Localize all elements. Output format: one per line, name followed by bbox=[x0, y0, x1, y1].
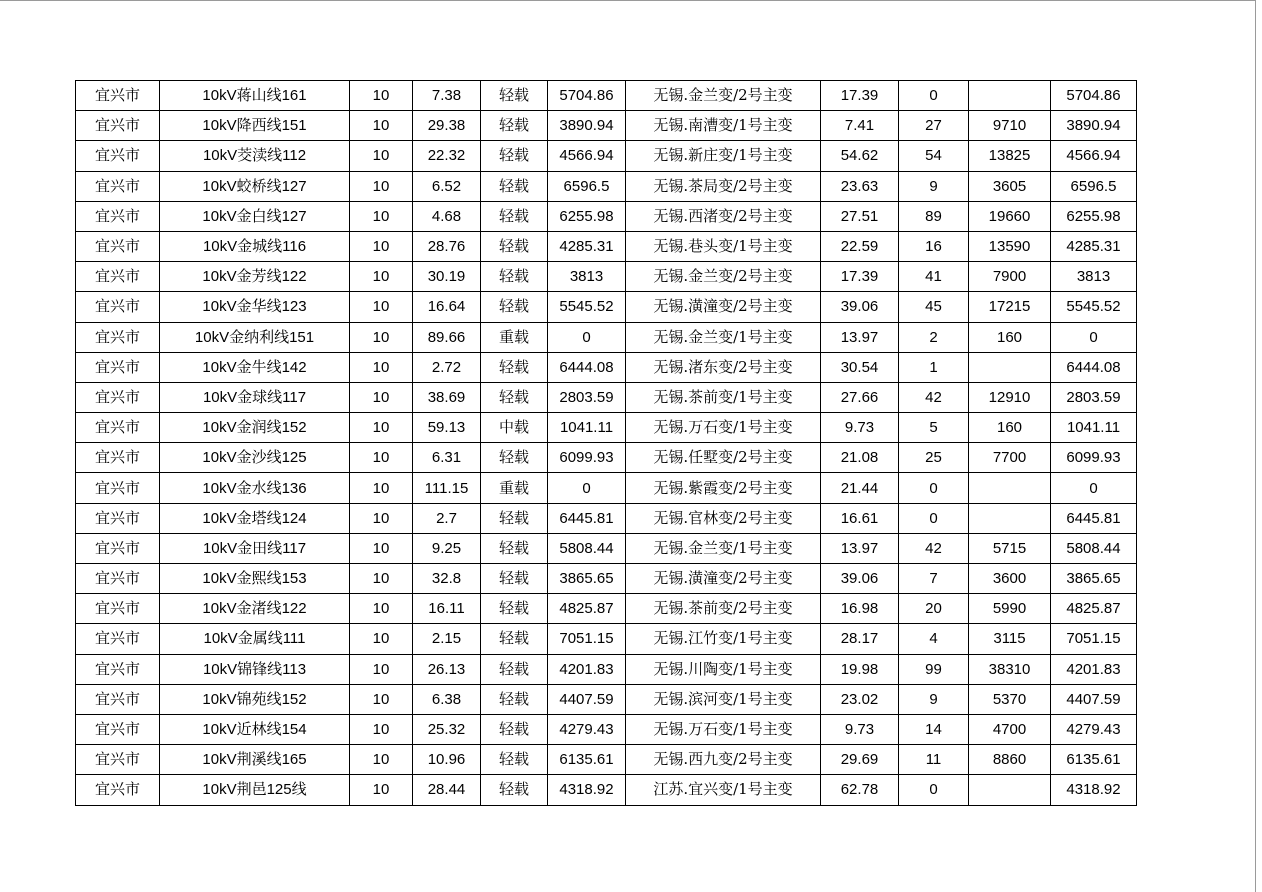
available-capacity-cell: 2803.59 bbox=[1051, 382, 1137, 412]
load-status-cell: 重载 bbox=[481, 322, 548, 352]
load-status-cell: 重载 bbox=[481, 473, 548, 503]
voltage-cell: 10 bbox=[350, 745, 413, 775]
transformer-rate-cell: 16.98 bbox=[821, 594, 899, 624]
user-count-cell: 41 bbox=[899, 262, 969, 292]
city-cell: 宜兴市 bbox=[76, 292, 160, 322]
transformer-rate-cell: 27.66 bbox=[821, 382, 899, 412]
substation-cell: 无锡.滨河变/1号主变 bbox=[626, 684, 821, 714]
voltage-cell: 10 bbox=[350, 714, 413, 744]
user-count-cell: 45 bbox=[899, 292, 969, 322]
user-capacity-cell: 7700 bbox=[969, 443, 1051, 473]
user-capacity-cell bbox=[969, 81, 1051, 111]
substation-cell: 无锡.金兰变/2号主变 bbox=[626, 262, 821, 292]
city-cell: 宜兴市 bbox=[76, 111, 160, 141]
line-name-cell: 10kV金芳线122 bbox=[160, 262, 350, 292]
user-capacity-cell: 3600 bbox=[969, 564, 1051, 594]
user-capacity-cell bbox=[969, 473, 1051, 503]
substation-cell: 无锡.西渚变/2号主变 bbox=[626, 201, 821, 231]
city-cell: 宜兴市 bbox=[76, 503, 160, 533]
load-status-cell: 轻载 bbox=[481, 654, 548, 684]
load-status-cell: 轻载 bbox=[481, 81, 548, 111]
voltage-cell: 10 bbox=[350, 111, 413, 141]
available-capacity-cell: 5545.52 bbox=[1051, 292, 1137, 322]
line-name-cell: 10kV金牛线142 bbox=[160, 352, 350, 382]
substation-cell: 无锡.巷头变/1号主变 bbox=[626, 231, 821, 261]
user-capacity-cell: 12910 bbox=[969, 382, 1051, 412]
capacity-cell: 4201.83 bbox=[548, 654, 626, 684]
voltage-cell: 10 bbox=[350, 171, 413, 201]
substation-cell: 无锡.川陶变/1号主变 bbox=[626, 654, 821, 684]
user-count-cell: 14 bbox=[899, 714, 969, 744]
voltage-cell: 10 bbox=[350, 382, 413, 412]
transformer-rate-cell: 23.02 bbox=[821, 684, 899, 714]
load-status-cell: 轻载 bbox=[481, 201, 548, 231]
substation-cell: 无锡.西九变/2号主变 bbox=[626, 745, 821, 775]
transformer-rate-cell: 13.97 bbox=[821, 322, 899, 352]
load-status-cell: 轻载 bbox=[481, 594, 548, 624]
capacity-cell: 5545.52 bbox=[548, 292, 626, 322]
available-capacity-cell: 4566.94 bbox=[1051, 141, 1137, 171]
substation-cell: 无锡.茶局变/2号主变 bbox=[626, 171, 821, 201]
city-cell: 宜兴市 bbox=[76, 654, 160, 684]
city-cell: 宜兴市 bbox=[76, 81, 160, 111]
load-status-cell: 轻载 bbox=[481, 141, 548, 171]
line-name-cell: 10kV金熙线153 bbox=[160, 564, 350, 594]
capacity-cell: 6255.98 bbox=[548, 201, 626, 231]
voltage-cell: 10 bbox=[350, 443, 413, 473]
load-status-cell: 轻载 bbox=[481, 745, 548, 775]
available-capacity-cell: 0 bbox=[1051, 473, 1137, 503]
capacity-cell: 4566.94 bbox=[548, 141, 626, 171]
table-row bbox=[76, 171, 1137, 201]
line-name-cell: 10kV金白线127 bbox=[160, 201, 350, 231]
user-count-cell: 16 bbox=[899, 231, 969, 261]
table-row bbox=[76, 81, 1137, 111]
transformer-rate-cell: 21.08 bbox=[821, 443, 899, 473]
user-capacity-cell: 5370 bbox=[969, 684, 1051, 714]
available-capacity-cell: 3890.94 bbox=[1051, 111, 1137, 141]
table-row bbox=[76, 473, 1137, 503]
user-count-cell: 0 bbox=[899, 473, 969, 503]
table-row bbox=[76, 564, 1137, 594]
substation-cell: 无锡.南漕变/1号主变 bbox=[626, 111, 821, 141]
user-count-cell: 42 bbox=[899, 533, 969, 563]
table-row bbox=[76, 533, 1137, 563]
substation-cell: 无锡.潢潼变/2号主变 bbox=[626, 564, 821, 594]
load-rate-cell: 16.11 bbox=[413, 594, 481, 624]
table-row bbox=[76, 775, 1137, 805]
transformer-rate-cell: 7.41 bbox=[821, 111, 899, 141]
substation-cell: 无锡.官林变/2号主变 bbox=[626, 503, 821, 533]
city-cell: 宜兴市 bbox=[76, 382, 160, 412]
capacity-cell: 4279.43 bbox=[548, 714, 626, 744]
user-capacity-cell: 4700 bbox=[969, 714, 1051, 744]
substation-cell: 无锡.江竹变/1号主变 bbox=[626, 624, 821, 654]
load-rate-cell: 6.31 bbox=[413, 443, 481, 473]
available-capacity-cell: 4407.59 bbox=[1051, 684, 1137, 714]
substation-cell: 无锡.任墅变/2号主变 bbox=[626, 443, 821, 473]
capacity-cell: 1041.11 bbox=[548, 413, 626, 443]
available-capacity-cell: 7051.15 bbox=[1051, 624, 1137, 654]
substation-cell: 无锡.潢潼变/2号主变 bbox=[626, 292, 821, 322]
user-count-cell: 20 bbox=[899, 594, 969, 624]
voltage-cell: 10 bbox=[350, 775, 413, 805]
load-rate-cell: 89.66 bbox=[413, 322, 481, 352]
voltage-cell: 10 bbox=[350, 231, 413, 261]
capacity-cell: 4825.87 bbox=[548, 594, 626, 624]
table-row bbox=[76, 292, 1137, 322]
city-cell: 宜兴市 bbox=[76, 352, 160, 382]
table-row bbox=[76, 443, 1137, 473]
substation-cell: 无锡.新庄变/1号主变 bbox=[626, 141, 821, 171]
voltage-cell: 10 bbox=[350, 594, 413, 624]
load-rate-cell: 26.13 bbox=[413, 654, 481, 684]
load-status-cell: 轻载 bbox=[481, 231, 548, 261]
voltage-cell: 10 bbox=[350, 413, 413, 443]
line-name-cell: 10kV蛟桥线127 bbox=[160, 171, 350, 201]
load-status-cell: 轻载 bbox=[481, 292, 548, 322]
capacity-cell: 6135.61 bbox=[548, 745, 626, 775]
load-rate-cell: 16.64 bbox=[413, 292, 481, 322]
load-status-cell: 轻载 bbox=[481, 624, 548, 654]
line-name-cell: 10kV荆溪线165 bbox=[160, 745, 350, 775]
load-rate-cell: 9.25 bbox=[413, 533, 481, 563]
line-name-cell: 10kV金华线123 bbox=[160, 292, 350, 322]
load-rate-cell: 29.38 bbox=[413, 111, 481, 141]
user-count-cell: 27 bbox=[899, 111, 969, 141]
available-capacity-cell: 4279.43 bbox=[1051, 714, 1137, 744]
load-rate-cell: 6.38 bbox=[413, 684, 481, 714]
table-row bbox=[76, 141, 1137, 171]
user-capacity-cell: 19660 bbox=[969, 201, 1051, 231]
load-rate-cell: 7.38 bbox=[413, 81, 481, 111]
table-row bbox=[76, 503, 1137, 533]
user-capacity-cell: 13590 bbox=[969, 231, 1051, 261]
user-count-cell: 9 bbox=[899, 684, 969, 714]
user-capacity-cell: 8860 bbox=[969, 745, 1051, 775]
load-status-cell: 轻载 bbox=[481, 533, 548, 563]
table-body bbox=[76, 81, 1137, 806]
substation-cell: 无锡.渚东变/2号主变 bbox=[626, 352, 821, 382]
city-cell: 宜兴市 bbox=[76, 201, 160, 231]
user-capacity-cell: 3115 bbox=[969, 624, 1051, 654]
substation-cell: 无锡.万石变/1号主变 bbox=[626, 714, 821, 744]
table-row bbox=[76, 413, 1137, 443]
line-name-cell: 10kV金属线111 bbox=[160, 624, 350, 654]
capacity-cell: 6596.5 bbox=[548, 171, 626, 201]
available-capacity-cell: 4201.83 bbox=[1051, 654, 1137, 684]
load-status-cell: 轻载 bbox=[481, 684, 548, 714]
user-capacity-cell: 7900 bbox=[969, 262, 1051, 292]
transformer-rate-cell: 23.63 bbox=[821, 171, 899, 201]
available-capacity-cell: 6255.98 bbox=[1051, 201, 1137, 231]
line-name-cell: 10kV锦锋线113 bbox=[160, 654, 350, 684]
capacity-cell: 0 bbox=[548, 473, 626, 503]
user-capacity-cell: 17215 bbox=[969, 292, 1051, 322]
user-capacity-cell: 38310 bbox=[969, 654, 1051, 684]
city-cell: 宜兴市 bbox=[76, 262, 160, 292]
transformer-rate-cell: 17.39 bbox=[821, 81, 899, 111]
transformer-rate-cell: 54.62 bbox=[821, 141, 899, 171]
line-name-cell: 10kV金沙线125 bbox=[160, 443, 350, 473]
user-count-cell: 89 bbox=[899, 201, 969, 231]
line-name-cell: 10kV蒋山线161 bbox=[160, 81, 350, 111]
load-rate-cell: 111.15 bbox=[413, 473, 481, 503]
user-count-cell: 9 bbox=[899, 171, 969, 201]
substation-cell: 无锡.金兰变/2号主变 bbox=[626, 81, 821, 111]
transformer-rate-cell: 27.51 bbox=[821, 201, 899, 231]
city-cell: 宜兴市 bbox=[76, 533, 160, 563]
table-row bbox=[76, 111, 1137, 141]
city-cell: 宜兴市 bbox=[76, 171, 160, 201]
user-capacity-cell: 9710 bbox=[969, 111, 1051, 141]
voltage-cell: 10 bbox=[350, 262, 413, 292]
substation-cell: 江苏.宜兴变/1号主变 bbox=[626, 775, 821, 805]
user-capacity-cell bbox=[969, 775, 1051, 805]
line-name-cell: 10kV金球线117 bbox=[160, 382, 350, 412]
load-rate-cell: 4.68 bbox=[413, 201, 481, 231]
voltage-cell: 10 bbox=[350, 503, 413, 533]
city-cell: 宜兴市 bbox=[76, 684, 160, 714]
available-capacity-cell: 6596.5 bbox=[1051, 171, 1137, 201]
load-rate-cell: 10.96 bbox=[413, 745, 481, 775]
available-capacity-cell: 3865.65 bbox=[1051, 564, 1137, 594]
capacity-cell: 6444.08 bbox=[548, 352, 626, 382]
transformer-rate-cell: 17.39 bbox=[821, 262, 899, 292]
load-status-cell: 轻载 bbox=[481, 443, 548, 473]
table-row bbox=[76, 322, 1137, 352]
load-status-cell: 轻载 bbox=[481, 171, 548, 201]
capacity-cell: 4407.59 bbox=[548, 684, 626, 714]
line-name-cell: 10kV金城线116 bbox=[160, 231, 350, 261]
user-capacity-cell: 13825 bbox=[969, 141, 1051, 171]
load-status-cell: 轻载 bbox=[481, 382, 548, 412]
line-name-cell: 10kV近林线154 bbox=[160, 714, 350, 744]
line-name-cell: 10kV金渚线122 bbox=[160, 594, 350, 624]
table-row bbox=[76, 231, 1137, 261]
table-row bbox=[76, 262, 1137, 292]
load-status-cell: 中载 bbox=[481, 413, 548, 443]
user-capacity-cell bbox=[969, 503, 1051, 533]
load-status-cell: 轻载 bbox=[481, 564, 548, 594]
user-capacity-cell: 160 bbox=[969, 413, 1051, 443]
user-count-cell: 54 bbox=[899, 141, 969, 171]
capacity-cell: 5808.44 bbox=[548, 533, 626, 563]
city-cell: 宜兴市 bbox=[76, 624, 160, 654]
capacity-cell: 6445.81 bbox=[548, 503, 626, 533]
available-capacity-cell: 6135.61 bbox=[1051, 745, 1137, 775]
load-rate-cell: 59.13 bbox=[413, 413, 481, 443]
city-cell: 宜兴市 bbox=[76, 594, 160, 624]
load-rate-cell: 32.8 bbox=[413, 564, 481, 594]
available-capacity-cell: 4285.31 bbox=[1051, 231, 1137, 261]
user-count-cell: 7 bbox=[899, 564, 969, 594]
table-row bbox=[76, 382, 1137, 412]
load-rate-cell: 2.7 bbox=[413, 503, 481, 533]
user-count-cell: 11 bbox=[899, 745, 969, 775]
available-capacity-cell: 5704.86 bbox=[1051, 81, 1137, 111]
load-rate-cell: 2.15 bbox=[413, 624, 481, 654]
table-row bbox=[76, 654, 1137, 684]
transformer-rate-cell: 29.69 bbox=[821, 745, 899, 775]
available-capacity-cell: 6099.93 bbox=[1051, 443, 1137, 473]
voltage-cell: 10 bbox=[350, 292, 413, 322]
line-name-cell: 10kV金田线117 bbox=[160, 533, 350, 563]
user-count-cell: 25 bbox=[899, 443, 969, 473]
load-status-cell: 轻载 bbox=[481, 775, 548, 805]
line-name-cell: 10kV锦苑线152 bbox=[160, 684, 350, 714]
transformer-rate-cell: 22.59 bbox=[821, 231, 899, 261]
capacity-cell: 4285.31 bbox=[548, 231, 626, 261]
capacity-cell: 5704.86 bbox=[548, 81, 626, 111]
substation-cell: 无锡.金兰变/1号主变 bbox=[626, 322, 821, 352]
transformer-rate-cell: 13.97 bbox=[821, 533, 899, 563]
user-count-cell: 0 bbox=[899, 81, 969, 111]
table-row bbox=[76, 624, 1137, 654]
available-capacity-cell: 0 bbox=[1051, 322, 1137, 352]
available-capacity-cell: 6444.08 bbox=[1051, 352, 1137, 382]
transformer-rate-cell: 16.61 bbox=[821, 503, 899, 533]
transformer-rate-cell: 19.98 bbox=[821, 654, 899, 684]
city-cell: 宜兴市 bbox=[76, 443, 160, 473]
line-name-cell: 10kV金水线136 bbox=[160, 473, 350, 503]
line-name-cell: 10kV降西线151 bbox=[160, 111, 350, 141]
transformer-rate-cell: 9.73 bbox=[821, 714, 899, 744]
table-row bbox=[76, 594, 1137, 624]
load-rate-cell: 28.76 bbox=[413, 231, 481, 261]
user-capacity-cell: 160 bbox=[969, 322, 1051, 352]
user-count-cell: 42 bbox=[899, 382, 969, 412]
transformer-rate-cell: 39.06 bbox=[821, 292, 899, 322]
load-rate-cell: 6.52 bbox=[413, 171, 481, 201]
city-cell: 宜兴市 bbox=[76, 413, 160, 443]
city-cell: 宜兴市 bbox=[76, 745, 160, 775]
table-row bbox=[76, 684, 1137, 714]
city-cell: 宜兴市 bbox=[76, 714, 160, 744]
table-row bbox=[76, 201, 1137, 231]
transformer-rate-cell: 30.54 bbox=[821, 352, 899, 382]
line-name-cell: 10kV金润线152 bbox=[160, 413, 350, 443]
user-capacity-cell bbox=[969, 352, 1051, 382]
city-cell: 宜兴市 bbox=[76, 322, 160, 352]
capacity-cell: 4318.92 bbox=[548, 775, 626, 805]
transformer-rate-cell: 21.44 bbox=[821, 473, 899, 503]
transformer-rate-cell: 62.78 bbox=[821, 775, 899, 805]
user-count-cell: 1 bbox=[899, 352, 969, 382]
load-status-cell: 轻载 bbox=[481, 262, 548, 292]
transformer-rate-cell: 39.06 bbox=[821, 564, 899, 594]
line-name-cell: 10kV金纳利线151 bbox=[160, 322, 350, 352]
line-name-cell: 10kV茭渎线112 bbox=[160, 141, 350, 171]
voltage-cell: 10 bbox=[350, 201, 413, 231]
user-count-cell: 4 bbox=[899, 624, 969, 654]
table-row bbox=[76, 745, 1137, 775]
voltage-cell: 10 bbox=[350, 533, 413, 563]
capacity-cell: 7051.15 bbox=[548, 624, 626, 654]
table-row bbox=[76, 714, 1137, 744]
load-status-cell: 轻载 bbox=[481, 352, 548, 382]
transformer-rate-cell: 9.73 bbox=[821, 413, 899, 443]
city-cell: 宜兴市 bbox=[76, 775, 160, 805]
voltage-cell: 10 bbox=[350, 141, 413, 171]
load-rate-cell: 25.32 bbox=[413, 714, 481, 744]
user-capacity-cell: 3605 bbox=[969, 171, 1051, 201]
available-capacity-cell: 5808.44 bbox=[1051, 533, 1137, 563]
load-rate-cell: 2.72 bbox=[413, 352, 481, 382]
available-capacity-cell: 4825.87 bbox=[1051, 594, 1137, 624]
available-capacity-cell: 4318.92 bbox=[1051, 775, 1137, 805]
user-capacity-cell: 5990 bbox=[969, 594, 1051, 624]
voltage-cell: 10 bbox=[350, 624, 413, 654]
substation-cell: 无锡.万石变/1号主变 bbox=[626, 413, 821, 443]
user-capacity-cell: 5715 bbox=[969, 533, 1051, 563]
line-load-table bbox=[75, 80, 1137, 806]
user-count-cell: 0 bbox=[899, 775, 969, 805]
available-capacity-cell: 3813 bbox=[1051, 262, 1137, 292]
user-count-cell: 0 bbox=[899, 503, 969, 533]
capacity-cell: 3890.94 bbox=[548, 111, 626, 141]
capacity-cell: 3865.65 bbox=[548, 564, 626, 594]
voltage-cell: 10 bbox=[350, 81, 413, 111]
user-count-cell: 99 bbox=[899, 654, 969, 684]
load-rate-cell: 30.19 bbox=[413, 262, 481, 292]
voltage-cell: 10 bbox=[350, 473, 413, 503]
load-rate-cell: 38.69 bbox=[413, 382, 481, 412]
transformer-rate-cell: 28.17 bbox=[821, 624, 899, 654]
load-rate-cell: 22.32 bbox=[413, 141, 481, 171]
available-capacity-cell: 6445.81 bbox=[1051, 503, 1137, 533]
substation-cell: 无锡.茶前变/2号主变 bbox=[626, 594, 821, 624]
substation-cell: 无锡.茶前变/1号主变 bbox=[626, 382, 821, 412]
capacity-cell: 2803.59 bbox=[548, 382, 626, 412]
substation-cell: 无锡.金兰变/1号主变 bbox=[626, 533, 821, 563]
voltage-cell: 10 bbox=[350, 352, 413, 382]
user-count-cell: 5 bbox=[899, 413, 969, 443]
city-cell: 宜兴市 bbox=[76, 141, 160, 171]
voltage-cell: 10 bbox=[350, 654, 413, 684]
voltage-cell: 10 bbox=[350, 322, 413, 352]
city-cell: 宜兴市 bbox=[76, 473, 160, 503]
load-status-cell: 轻载 bbox=[481, 503, 548, 533]
load-rate-cell: 28.44 bbox=[413, 775, 481, 805]
load-status-cell: 轻载 bbox=[481, 111, 548, 141]
table-row bbox=[76, 352, 1137, 382]
capacity-cell: 3813 bbox=[548, 262, 626, 292]
load-status-cell: 轻载 bbox=[481, 714, 548, 744]
city-cell: 宜兴市 bbox=[76, 231, 160, 261]
voltage-cell: 10 bbox=[350, 564, 413, 594]
capacity-cell: 6099.93 bbox=[548, 443, 626, 473]
capacity-cell: 0 bbox=[548, 322, 626, 352]
available-capacity-cell: 1041.11 bbox=[1051, 413, 1137, 443]
city-cell: 宜兴市 bbox=[76, 564, 160, 594]
user-count-cell: 2 bbox=[899, 322, 969, 352]
line-name-cell: 10kV金塔线124 bbox=[160, 503, 350, 533]
substation-cell: 无锡.紫霞变/2号主变 bbox=[626, 473, 821, 503]
line-name-cell: 10kV荆邑125线 bbox=[160, 775, 350, 805]
voltage-cell: 10 bbox=[350, 684, 413, 714]
